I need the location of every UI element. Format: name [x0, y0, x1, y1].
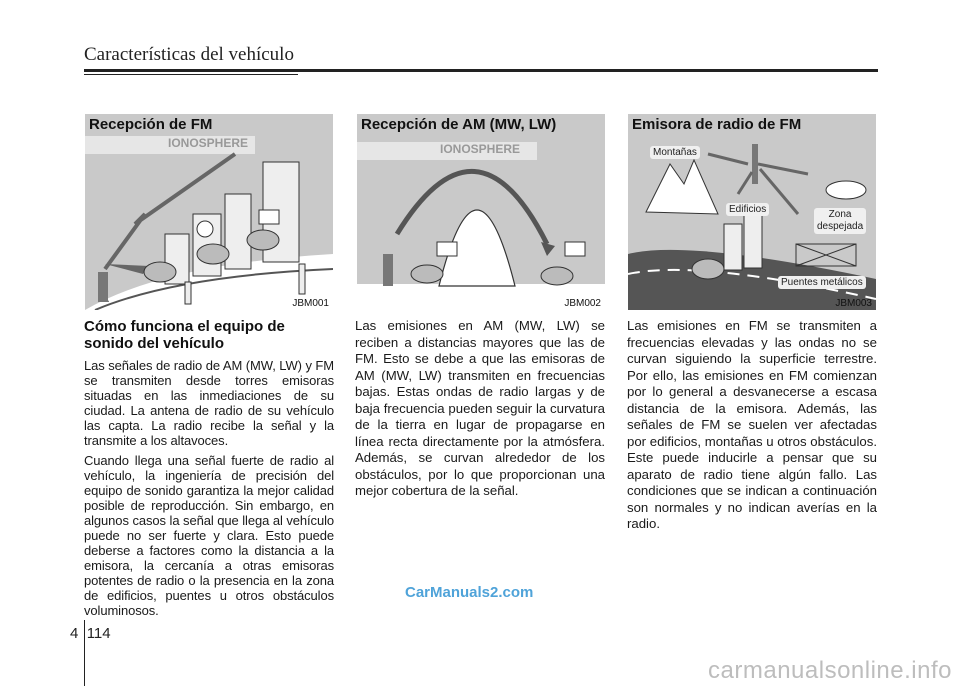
figure-code: JBM003	[835, 298, 872, 309]
page-number-value: 114	[86, 625, 111, 642]
column-3	[627, 318, 877, 533]
figure-title: Recepción de AM (MW, LW)	[361, 116, 557, 133]
clear-zone-label-line1: Zona	[828, 209, 852, 220]
clear-zone-label	[814, 208, 866, 234]
figure-code: JBM001	[292, 298, 329, 309]
mountains-label: Montañas	[650, 146, 700, 159]
section-heading-line1: Cómo funciona el equipo de	[84, 318, 285, 335]
paragraph-1: Las señales de radio de AM (MW, LW) y FM se transmiten desde torres emisoras situadas en las inmediaciones de su ciudad. La antena de radio de su vehículo las capta. La radio recibe la señal y la transmite a los altavoces.	[84, 358, 334, 448]
bridges-label: Puentes metálicos	[778, 276, 866, 289]
section-heading	[84, 318, 334, 352]
page-header-title: Características del vehículo	[84, 44, 294, 65]
figure-am-reception	[357, 114, 605, 310]
clear-zone-label-line2: despejada	[817, 221, 864, 232]
figure-title: Emisora de radio de FM	[632, 116, 802, 133]
ionosphere-label: IONOSPHERE	[168, 136, 249, 150]
watermark-link[interactable]: CarManuals2.com	[405, 584, 534, 601]
paragraph-am: Las emisiones en AM (MW, LW) se reciben a distancias mayores que las de FM. Esto se debe a que las emisoras de AM (MW, LW) transmiten en frecuencias bajas. Estas ondas de radio largas y de baja frecuencia pueden seguir la curvatura de la tierra en lugar de propagarse en línea recta directamente por la atmósfera. Además, se curvan alrededor de los obstáculos, por lo que proporcionan una mejor cobertura de la señal.	[355, 318, 605, 498]
paragraph-fm: Las emisiones en FM se transmiten a frecuencias elevadas y las ondas no se curvan siguiendo la superficie terrestre. Por ello, las emisiones en FM comienzan por lo general a desvanecerse a escasa distancia de la emisora. Además, las señales de FM se suelen ver afectadas por edificios, montañas u otros obstáculos. Este puede inducirle a pensar que su aparato de radio tiene algún fallo. Las condiciones que se indican a continuación son normales y no indican averías en la radio.	[627, 318, 877, 531]
header-rule	[84, 69, 878, 72]
ionosphere-label: IONOSPHERE	[440, 142, 521, 156]
figure-fm-reception	[85, 114, 333, 310]
section-number: 4	[70, 625, 79, 642]
footer-watermark: carmanualsonline.info	[708, 657, 952, 684]
buildings-label: Edificios	[726, 203, 769, 216]
page-number	[70, 625, 111, 642]
header-rule-underline	[84, 74, 298, 75]
section-heading-line2: sonido del vehículo	[84, 335, 225, 352]
figure-fm-station	[628, 114, 876, 310]
column-2	[355, 318, 605, 500]
figure-code: JBM002	[564, 298, 601, 309]
figure-title: Recepción de FM	[89, 116, 213, 133]
paragraph-2: Cuando llega una señal fuerte de radio al vehículo, la ingeniería de precisión del equipo de sonido garantiza la mejor calidad posible de reproducción. Sin embargo, en algunos casos la señal que llega al vehículo puede no ser fuerte y clara. Esto puede deberse a factores como la distancia a la emisora, la cercanía a otras emisoras potentes de radio o la presencia en la zona de edificios, puentes u otros obstáculos voluminosos.	[84, 453, 334, 618]
column-1	[84, 318, 334, 623]
